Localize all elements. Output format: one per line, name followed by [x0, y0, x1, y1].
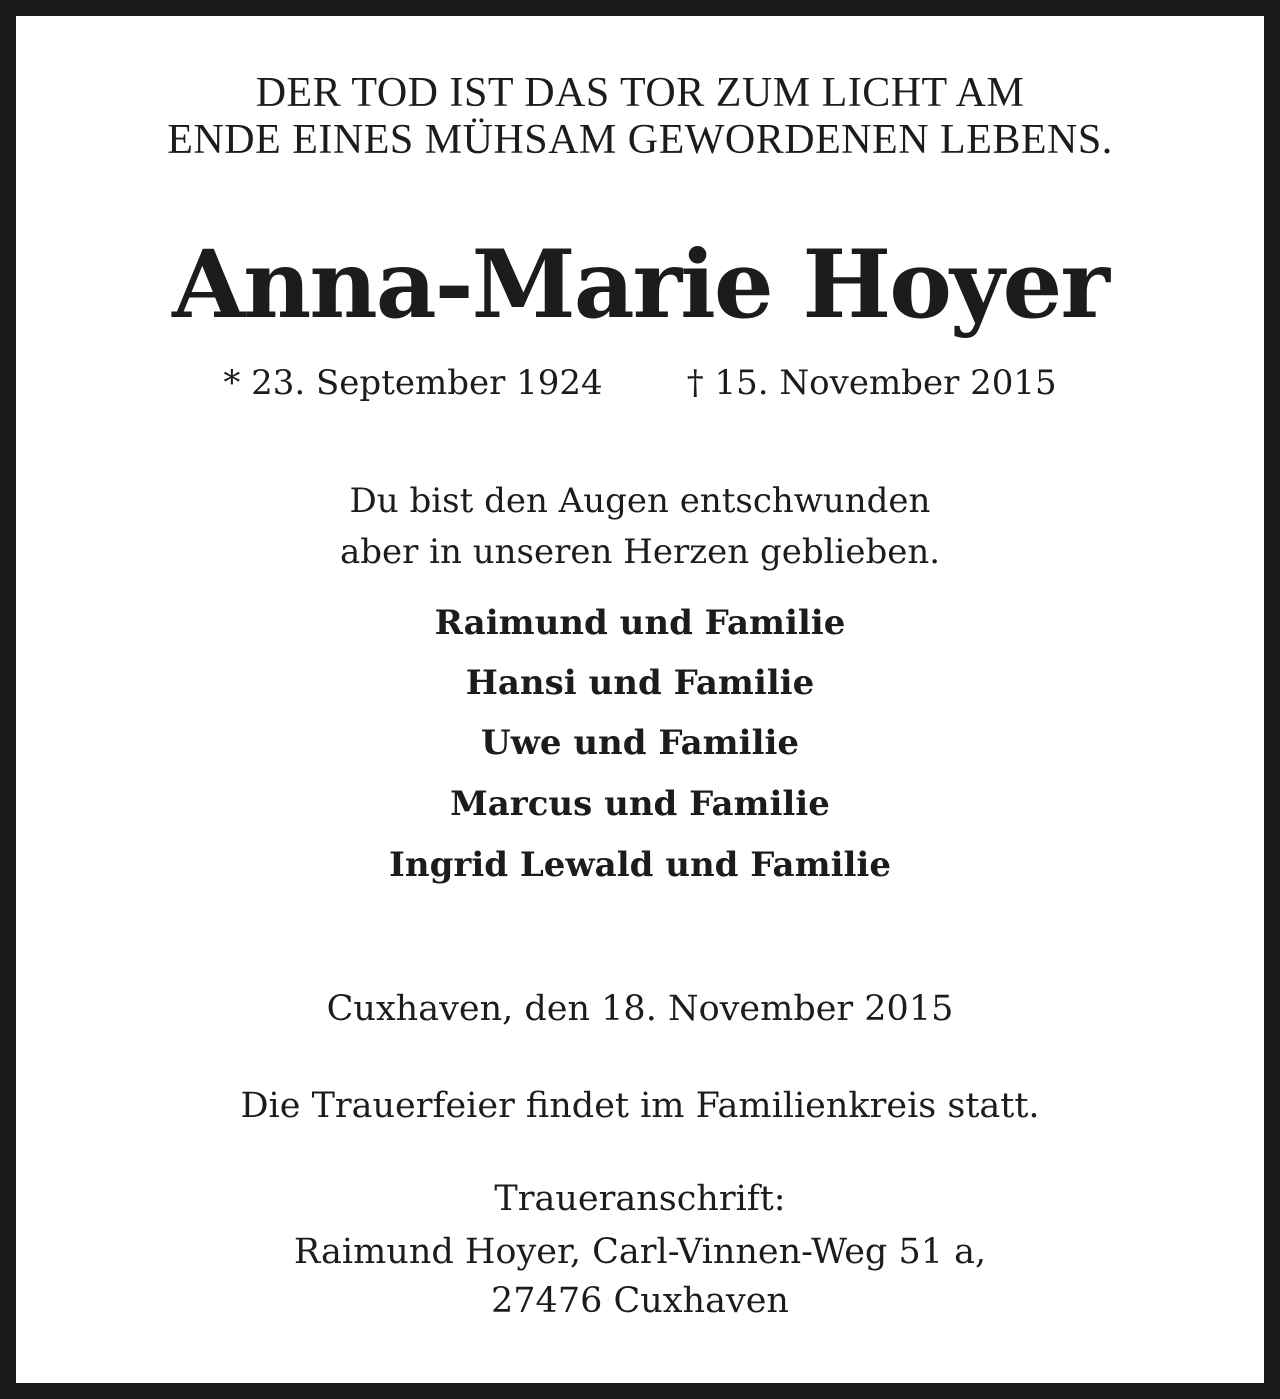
address-line-2: 27476 Cuxhaven: [491, 1281, 789, 1321]
mourner-5: Ingrid Lewald und Familie: [389, 845, 891, 885]
life-dates: [0, 363, 1280, 403]
mourner-2: Hansi und Familie: [465, 663, 815, 703]
mourner-4: Marcus und Familie: [450, 784, 830, 824]
deceased-name: Anna-Marie Hoyer: [172, 230, 1108, 340]
address-heading: Traueranschrift:: [494, 1179, 786, 1219]
birth-date: * 23. September 1924: [223, 363, 603, 403]
mourner-3: Uwe und Familie: [480, 723, 800, 763]
verse-line-1: Du bist den Augen entschwunden: [349, 481, 931, 521]
death-date: † 15. November 2015: [686, 363, 1057, 403]
verse-line-2: aber in unseren Herzen geblieben.: [339, 532, 941, 572]
motto-line-2: ENDE EINES MÜHSAM GEWORDENEN LEBENS.: [167, 117, 1113, 163]
address-line-1: Raimund Hoyer, Carl-Vinnen-Weg 51 a,: [293, 1232, 987, 1272]
ceremony-notice: Die Trauerfeier findet im Familienkreis statt.: [240, 1086, 1040, 1126]
mourner-1: Raimund und Familie: [434, 603, 846, 643]
motto-line-1: DER TOD IST DAS TOR ZUM LICHT AM: [255, 70, 1025, 116]
place-and-date: Cuxhaven, den 18. November 2015: [326, 989, 954, 1029]
